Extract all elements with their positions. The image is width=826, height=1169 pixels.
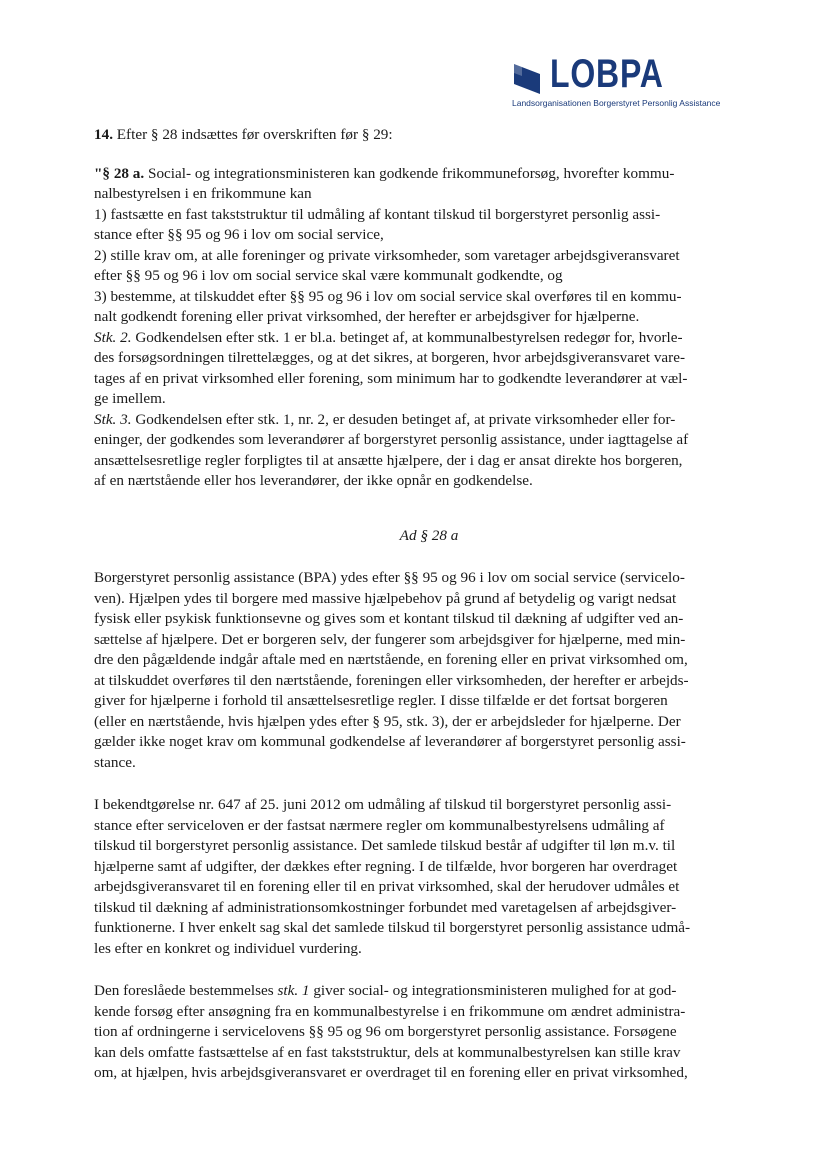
provision-line: nalt godkendt forening eller privat virksomhed, der herefter er arbejdsgiver for hjælperne. bbox=[94, 308, 640, 325]
paragraph-line: stance efter serviceloven er der fastsat nærmere regler om kommunalbestyrelsens udmåling af bbox=[94, 816, 665, 834]
paragraph-line: giver for hjælperne i forhold til ansættelsesretlige regler. I disse tilfælde er det fortsat borgeren bbox=[94, 692, 668, 709]
heading-number: 14. bbox=[94, 126, 113, 143]
paragraph-line: Den foreslåede bestemmelses stk. 1 giver social- og integrationsministeren mulighed for at god- bbox=[94, 982, 677, 999]
provision-line: 2) stille krav om, at alle foreninger og private virksomheder, som varetager arbejdsgiveransvaret bbox=[94, 246, 680, 264]
paragraph-line: hjælperne samt af udgifter, der dækkes efter regning. I de tilfælde, hvor borgeren har overdraget bbox=[94, 857, 678, 875]
paragraph-line: dre den pågældende indgår aftale med en nærtstående, en forening eller en privat virksomhed om, bbox=[94, 651, 688, 668]
paragraph-line: tion af ordningerne i servicelovens §§ 95 og 96 om borgerstyret personlig assistance. Forsøgene bbox=[94, 1023, 677, 1040]
provision-line: efter §§ 95 og 96 i lov om social service skal være kommunalt godkendte, og bbox=[94, 267, 563, 284]
section-heading bbox=[94, 125, 764, 146]
provision-line: af en nærtstående eller hos leverandører, der ikke opnår en godkendelse. bbox=[94, 472, 533, 489]
paragraph-line: sættelse af hjælpere. Det er borgeren selv, der fungerer som arbejdsgiver for hjælperne, med min- bbox=[94, 630, 686, 648]
provision-line: nalbestyrelsen i en frikommune kan bbox=[94, 185, 312, 202]
paragraph-1 bbox=[94, 568, 764, 773]
lobpa-logo bbox=[512, 52, 762, 112]
provision-line: Stk. 2. Godkendelsen efter stk. 1 er bl.a. betinget af, at kommunalbestyrelsen redegør for, hvorle- bbox=[94, 328, 683, 346]
logo-wordmark: LOBPA bbox=[550, 52, 664, 96]
subheading: Ad § 28 a bbox=[399, 526, 459, 544]
provision-line: "§ 28 a. Social- og integrationsministeren kan godkende frikommuneforsøg, hvorefter kommu- bbox=[94, 164, 675, 182]
paragraph-line: tilskud til borgerstyret personlig assistance. Det samlede tilskud består af udgifter til løn m.v. til bbox=[94, 837, 676, 854]
provision-line: ansættelsesretlige regler forpligtes til at ansætte hjælpere, der i dag er ansat direkte hos borgeren, bbox=[94, 451, 683, 469]
provision-line: 3) bestemme, at tilskuddet efter §§ 95 og 96 i lov om social service skal overføres til en kommu- bbox=[94, 287, 682, 305]
paragraph-line: om, at hjælpen, hvis arbejdsgiveransvaret er overdraget til en forening eller en privat virksomhed, bbox=[94, 1064, 688, 1081]
paragraph-line: stance. bbox=[94, 753, 136, 771]
stk1-reference: stk. 1 bbox=[277, 982, 310, 999]
paragraph-line: kan dels omfatte fastsættelse af en fast takststruktur, dels at kommunalbestyrelsen kan stille krav bbox=[94, 1043, 681, 1061]
stk2-label: Stk. 2. bbox=[94, 328, 132, 346]
paragraph-line: les efter en konkret og individuel vurdering. bbox=[94, 939, 362, 957]
paragraph-line: (eller en nærtstående, hvis hjælpen ydes efter § 95, stk. 3), der er arbejdsleder for hjælperne. Der bbox=[94, 712, 681, 730]
provision-line: des forsøgsordningen tilrettelægges, og at det sikres, at borgeren, hvor arbejdsgiveransvaret vare- bbox=[94, 349, 686, 366]
paragraph-line: ven). Hjælpen ydes til borgere med massive hjælpebehov på grund af betydelig og varigt nedsat bbox=[94, 589, 677, 607]
logo-arrow-icon bbox=[512, 62, 542, 96]
provision-line: ge imellem. bbox=[94, 390, 166, 407]
paragraph-line: arbejdsgiveransvaret til en forening eller til en privat virksomhed, skal der herudover udmåles et bbox=[94, 878, 680, 895]
provision-line: stance efter §§ 95 og 96 i lov om social service, bbox=[94, 226, 384, 243]
paragraph-line: I bekendtgørelse nr. 647 af 25. juni 2012 om udmåling af tilskud til borgerstyret personlig assi- bbox=[94, 796, 672, 813]
stk3-label: Stk. 3. bbox=[94, 410, 132, 428]
section-title: "§ 28 a. bbox=[94, 164, 145, 182]
paragraph-line: funktionerne. I hver enkelt sag skal det samlede tilskud til borgerstyret personlig assistance udmå- bbox=[94, 919, 691, 936]
logo-subtitle: Landsorganisationen Borgerstyret Personlig Assistance bbox=[512, 98, 721, 108]
provision-line: Stk. 3. Godkendelsen efter stk. 1, nr. 2, er desuden betinget af, at private virksomheder eller for- bbox=[94, 410, 676, 428]
paragraph-3 bbox=[94, 981, 764, 1084]
paragraph-line: tilskud til dækning af administrationsomkostninger forbundet med varetagelsen af arbejdsgiver- bbox=[94, 898, 677, 916]
paragraph-line: fysisk eller psykisk funktionsevne og gives som et kontant tilskud til dækning af udgifter ved an- bbox=[94, 610, 684, 627]
document-body bbox=[94, 125, 764, 1084]
paragraph-line: at tilskuddet overføres til den nærtstående, foreningen eller virksomheden, der herefter er arbejds- bbox=[94, 671, 689, 689]
heading-text: Efter § 28 indsættes før overskriften før § 29: bbox=[112, 126, 393, 143]
paragraph-line: Borgerstyret personlig assistance (BPA) ydes efter §§ 95 og 96 i lov om social service (servicelo- bbox=[94, 569, 685, 586]
provision-line: eninger, der godkendes som leverandører af borgerstyret personlig assistance, under iagttagelse af bbox=[94, 431, 689, 448]
paragraph-line: kende forsøg efter ansøgning fra en kommunalbestyrelse i en frikommune om ændret administra- bbox=[94, 1002, 686, 1020]
paragraph-2 bbox=[94, 795, 764, 959]
paragraph-line: gælder ikke noget krav om kommunal godkendelse af leverandører af borgerstyret personlig assi- bbox=[94, 733, 686, 750]
provision-line: 1) fastsætte en fast takststruktur til udmåling af kontant tilskud til borgerstyret personlig assi- bbox=[94, 205, 661, 223]
provision-line: tages af en privat virksomhed eller forening, som minimum har to godkendte leverandører at væl- bbox=[94, 369, 688, 387]
